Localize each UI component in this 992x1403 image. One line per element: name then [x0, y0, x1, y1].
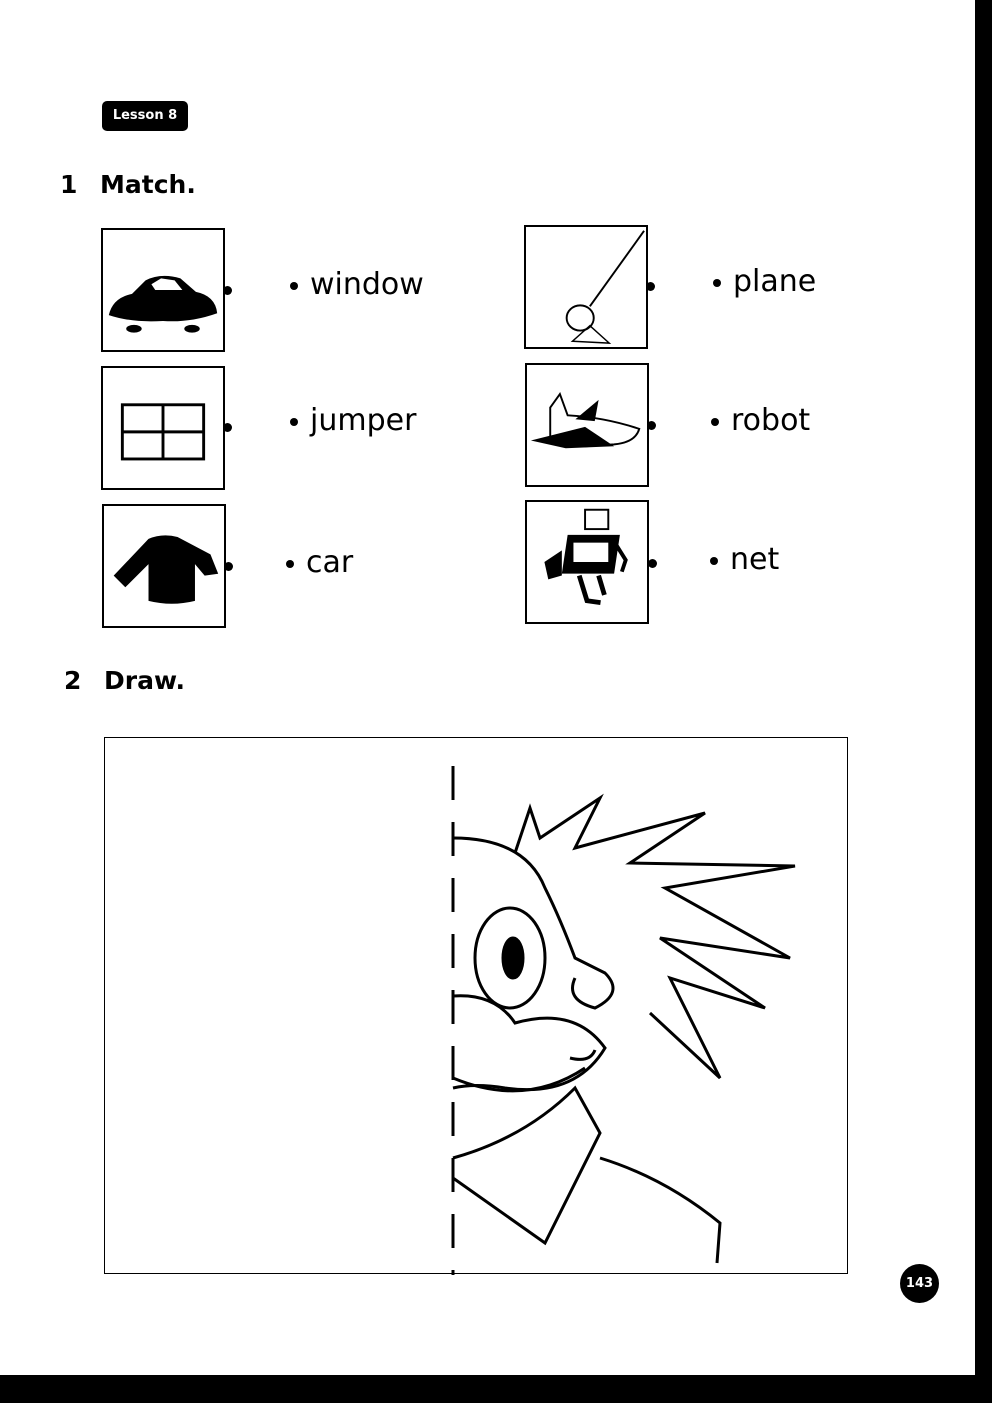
match-dot[interactable] [223, 423, 232, 432]
match-word-net[interactable]: net [710, 542, 779, 577]
match-dot[interactable] [224, 562, 233, 571]
car-icon [103, 230, 223, 350]
exercise-number: 2 [64, 666, 82, 695]
match-word-robot[interactable]: robot [711, 403, 810, 438]
match-dot[interactable] [646, 282, 655, 291]
car-picture [101, 228, 225, 352]
lesson-badge: Lesson 8 [102, 101, 188, 131]
robot-picture [525, 500, 649, 624]
net-picture [524, 225, 648, 349]
match-dot[interactable] [648, 559, 657, 568]
jumper-icon [104, 506, 224, 626]
match-word-car[interactable]: car [286, 545, 353, 580]
exercise-1-heading [60, 170, 196, 199]
match-word-plane[interactable]: plane [713, 264, 816, 299]
exercise-instruction: Draw. [104, 666, 185, 695]
jumper-picture [102, 504, 226, 628]
exercise-2-heading [64, 666, 185, 695]
drawing-area[interactable] [104, 737, 848, 1274]
half-face-drawing [105, 738, 849, 1275]
window-icon [103, 368, 223, 488]
match-word-window[interactable]: window [290, 267, 424, 302]
match-dot[interactable] [647, 421, 656, 430]
window-picture [101, 366, 225, 490]
match-word-jumper[interactable]: jumper [290, 403, 416, 438]
exercise-number: 1 [60, 170, 78, 199]
exercise-instruction: Match. [100, 170, 196, 199]
match-dot[interactable] [223, 286, 232, 295]
net-icon [526, 227, 646, 347]
plane-icon [527, 365, 647, 485]
plane-picture [525, 363, 649, 487]
page-number: 143 [900, 1264, 939, 1303]
robot-icon [527, 502, 647, 622]
